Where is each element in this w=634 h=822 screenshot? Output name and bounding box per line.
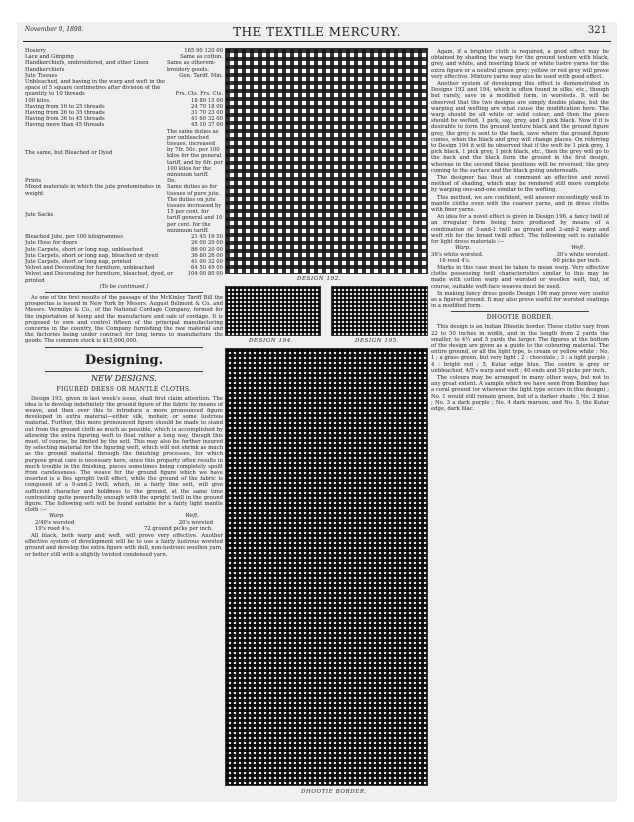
- right-column: [431, 48, 609, 798]
- sett-row: 2/40's worsted 20's worsted: [35, 519, 213, 526]
- article-body: The colours may be arranged in many other ways, but not to any great extent. A sample which we have seen from Bombay has a coral ground (or wherever the light type occurs in this design) ; No. 1 would still remain green, but of a darker shade ; No. 2 blue ; No. 3 a dark purple ; No. 4 dark maroon, and No. 5, the Kutar edge, dark lilac.: [431, 374, 609, 412]
- article-body: All black, both warp and weft, will prove very effective. Another effective system of development will be to use a fairly lustrous worsted ground and develop the extra figure with dull, non-lustrous woollen yarn, or better still with a slightly twisted condensed yarn.: [25, 533, 223, 558]
- design-192-grid: [225, 48, 428, 274]
- article-body: The designer has thus at command an effective and novel method of shading, which may be rendered still more complete by warping one-and-one similar to the wefting.: [431, 175, 609, 194]
- dhootie-border-grid: [225, 348, 428, 786]
- article-body: Another system of developing this effect is demonstrated in Designs 192 and 194, which is often found in silks, etc., though but rarely, save in a modified form, in worsteds. It will be observed that the two designs are simply double plains, but the warping and wefting are what cause the modification here. The warp should be all white or solid colour, and then the piece should be wefted, 1 pick, say, grey, and 1 pick black. Now if it is desirable to form the ground texture black and the ground figure grey, the grey is sent to the back, save where the ground figure comes, when the black and grey will change places. On referring to Design 194 it will be observed that if the weft be 1 pick grey, 1 pick black, 1 pick grey, 1 pick black, etc., then the grey will go to the back and the black form the ground in the first design, whereas in the second these positions will be reversed, the grey coming to the surface and the black going underneath.: [431, 81, 609, 174]
- design-195-grid: [331, 286, 428, 336]
- tariff-row: Jute Carpets, short or long nap, printed 41 00 32 00: [25, 258, 223, 265]
- sett-row: 36's white worsted. 30's white worsted.: [431, 251, 609, 258]
- tariff-row: Lace and Gimping Same as cotton.: [25, 54, 223, 61]
- divider: [451, 311, 589, 312]
- article-body: This design is an Indian Dhootie border. These cloths vary from 22 to 50 inches in width, and in the length from 2 yards the smaller, to 4½ and 5 yards the larger. The figures at the bottom of the design are given as a guide to the colouring material. The entire ground, or all the light type, is cream or yellow white ; No. 1 ; a grass green, but very light ; 2 : chocolate ; 3 : a light purple ; 4 : bright red ; 5, Kutar edge blue. The centre is grey or unbleached, 4/5's warp and weft ; 40 ends and 50 picks per inch.: [431, 324, 609, 374]
- article-heading: FIGURED DRESS OR MANTLE CLOTHS.: [56, 385, 192, 393]
- article-body: This method, we are confident, will answer exceedingly well in mantle cloths even with the coarser yarns, and in dress cloths with finer yarns.: [431, 194, 609, 214]
- article-body: Marks in this case must be taken to mean warp. Very effective cloths possessing twill characteristics similar to this may be made with cotton warp and worsted or woollen weft, but, of course, suitable weft-face weaves must be used.: [431, 264, 609, 290]
- sett-labels: Warp. Weft.: [49, 513, 199, 520]
- tariff-row: Jute Sacks The duties on jute tissues increased by 15 per cent. for tariff general and 10 per cent. for the minimum tariff.: [25, 196, 223, 234]
- tariff-row: Jute Carpets, short or long nap, unbleached 86 00 20 00: [25, 246, 223, 253]
- tariff-row: Bleached Jute, per 100 kilogrammes 21 45 16 50: [25, 234, 223, 241]
- sett-row: 16 reed 4's. 60 picks per inch.: [439, 257, 601, 264]
- header-rule: [23, 41, 611, 42]
- tariff-row: 100 kilos. 18 80 15 00: [25, 97, 223, 104]
- article-body: In making fancy dress goods Design 196 may prove very useful as a figured ground. It may also prove useful for worsted coatings in a modified form.: [431, 290, 609, 310]
- divider: [45, 292, 203, 293]
- issue-date: November 9, 1898.: [25, 26, 84, 33]
- sett-row: 19's reed 4's. 72 ground picks per inch.: [35, 525, 213, 532]
- tariff-row: Unbleached, and having in the warp and weft in the space of 5 square centimetres after division of the quantity to 10 threads Frs. Cts. Frs. Cts.: [25, 79, 223, 98]
- tariff-row: Hosiery 165 90 120 00: [25, 48, 223, 54]
- divider: [45, 347, 203, 348]
- tariff-table: [25, 48, 223, 290]
- tariff-row: Mixed materials in which the jute predominates in weight Same duties as for tissues of pure jute.: [25, 184, 221, 197]
- tariff-row: Jute Carpets, short or long nap, bleached or dyed 36 80 26 00: [25, 252, 223, 259]
- design-194-caption: DESIGN 194.: [249, 338, 294, 344]
- article-body: Design 193, given in last week's issue, shall first claim attention. The idea is to develop indefinitely the ground figure of the fabric by means of weave, and then over this to introduce a more pronounced figure developed in extra material—either silk, mohair, or some lustrous material. Further, this more pronounced figure should be made to stand out from the ground cloth as much as possible, which is accomplished by allowing the extra figuring weft to float rather a long way, though this must, of course, be limited by the sett. This may also be further insured by selecting material for the figuring weft, which will not shrink as much as the ground material through the finishing processes, for which purpose great care is necessary here, since this property often results in much trouble in the finishing, pieces sometimes being completely spoilt from carelessness. The weave for the ground figure which we have inserted is a 8es upright twill effect, while the ground of the fabric is composed of a 9-and-2 twill, which, in a fairly fine sett, will give sufficient character and boldness to the ground, at the same time contrasting quite powerfully enough with the upright twill in the ground figure. The following sett will be found suitable for a fairly light mantle cloth :—: [25, 395, 223, 514]
- design-194-grid: [225, 286, 321, 336]
- tariff-row: Prints Do.: [25, 178, 177, 185]
- article-body: Again, if a brighter cloth is required, a good effect may be obtained by shading the warp for the ground texture with black, grey, and white, and inserting black or white lustre yarns for the extra figure or a neutral green grey; yellow or red grey will prove very effective. Mixture yarns may also be used with good effect.: [431, 49, 609, 80]
- left-column: [25, 48, 223, 798]
- tariff-row: Having from 36 to 45 threads 41 60 32 00: [25, 116, 223, 123]
- mckinley-article: As one of the first results of the passage of the McKinley Tariff Bill the prospectus is issued in New York by Messrs. August Belmont & Co. and Messrs. Vermilye & Co., of the National Cordage Company, formed for the importation of hemp and the manufacture and sale of cordage. It is proposed to own and control fifteen of the principal manufacturing concerns in the country, the Company furnishing the raw material and the factories being under contract for long terms to manufacture the goods. The common stock is $15,000,000.: [25, 294, 223, 345]
- masthead-title: THE TEXTILE MERCURY.: [233, 25, 401, 39]
- dhootie-caption: DHOOTIE BORDER.: [301, 789, 367, 795]
- tariff-row: Handkerchiefs, embroidered, and other Linen Handkerchiefs Same as otherem-broidery goods.: [25, 60, 216, 73]
- design-192-caption: DESIGN 192.: [297, 276, 342, 282]
- newspaper-page: [17, 22, 617, 802]
- tariff-row: Having more than 45 threads 45 10 37 00: [25, 122, 223, 129]
- tariff-row: Having from 16 to 25 threads 24 70 18 00: [25, 103, 223, 110]
- tariff-row: Having from 26 to 35 threads 31 70 23 00: [25, 110, 223, 117]
- continued-note: (To be continued.): [99, 283, 149, 290]
- page-number: 321: [587, 25, 607, 36]
- sett-labels: Warp. Weft.: [455, 245, 585, 252]
- divider: [45, 371, 203, 372]
- section-subtitle: NEW DESIGNS.: [91, 373, 157, 383]
- tariff-row: Jute Tissues Gen. Tariff. Min.: [25, 72, 223, 79]
- section-title: Designing.: [84, 352, 164, 368]
- tariff-row: Velvet and Decorating for furniture, bleached, dyed, or printed 104 00 80 00: [25, 271, 223, 284]
- design-195-caption: DESIGN 195.: [355, 338, 400, 344]
- article-body: An idea for a novel effect is given in Design 196, a fancy twill of an irregular form being here produced by means of a combination of 3-and-1 twill as ground and 2-and-2 warp and weft rib for the broad twill effect. The following sett is suitable for light dress materials :—: [431, 214, 609, 246]
- tariff-row: The same, but Bleached or Dyed The same duties as per unbleached tissues, increased by 7fr. 50c. per 100 kilos for the general tariff, and by 6fr. per 100 kilos for the minimum tariff.: [25, 128, 223, 179]
- tariff-row: Jute Hose for doors 26 00 20 00: [25, 240, 223, 247]
- tariff-row: Velvet and Decorating for furniture, unbleached 64 50 49 00: [25, 265, 223, 272]
- article-heading: DHOOTIE BORDER.: [486, 314, 554, 322]
